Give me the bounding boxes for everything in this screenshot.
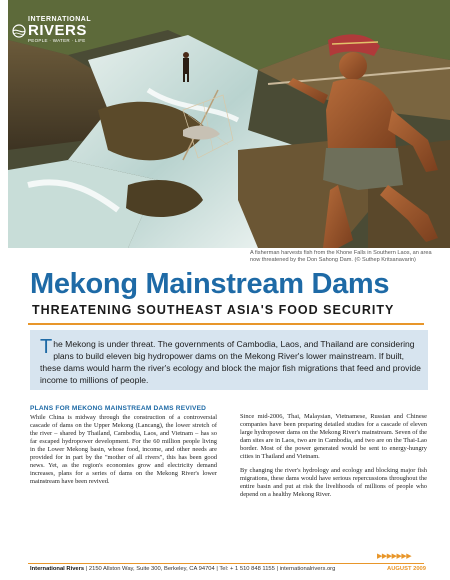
- footer: [30, 566, 426, 572]
- intro-text: he Mekong is under threat. The governments of Cambodia, Laos, and Thailand are considering plans to build eleven big hydropower dams on the Mekong River's lower mainstream. If built, these dams would harm the river's ecology and block the major fish migrations that feed and provide income to millions of people.: [40, 339, 421, 385]
- page-title: Mekong Mainstream Dams: [30, 268, 390, 300]
- right-column: [240, 413, 427, 505]
- footer-address: | 2150 Allston Way, Suite 300, Berkeley, CA 94704 | Tel: + 1 510 848 1155 | internationalrivers.org: [85, 566, 336, 572]
- drop-cap: T: [40, 336, 53, 358]
- arrow-decoration-icon: ▶▶▶▶▶▶▶: [377, 552, 412, 560]
- logo-line-1: INTERNATIONAL: [28, 16, 92, 23]
- page-subtitle: THREATENING SOUTHEAST ASIA'S FOOD SECURITY: [32, 303, 395, 317]
- left-column: [30, 405, 217, 492]
- right-column-para-2: By changing the river's hydrology and ecology and blocking major fish migrations, these dams would have serious repercussions throughout the entire basin and put at risk the livelihoods of millions of people who depend on a healthy Mekong River.: [240, 467, 427, 498]
- footer-org: International Rivers: [30, 566, 85, 572]
- section-heading: PLANS FOR MEKONG MAINSTREAM DAMS REVIVED: [30, 405, 207, 412]
- logo-line-2: RIVERS: [28, 22, 87, 39]
- globe-icon: [12, 24, 26, 38]
- title-divider: [28, 323, 424, 325]
- logo-tagline: PEOPLE · WATER · LIFE: [28, 38, 86, 43]
- international-rivers-logo: [14, 16, 91, 43]
- footer-divider: [28, 563, 424, 564]
- left-column-body: While China is midway through the construction of a controversial cascade of dams on the Upper Mekong (Lancang), the lower stretch of the river – shared by Thailand, Cambodia, Laos, and Vietnam – has so far escaped hydropower development. For the 60 million people living in the Lower Mekong basin, whose food, income, and other needs are provided for in part by the "mother of all rivers", this has been good news. Yet, as the region's economies grow and electricity demand increases, plans for a series of dams on the Mekong River's lower mainstream have been revived.: [30, 414, 217, 485]
- right-column-para-1: Since mid-2006, Thai, Malaysian, Vietnamese, Russian and Chinese companies have been preparing detailed studies for a cascade of eleven large hydropower dams on the Mekong River's mainstream. Seven of the dam sites are in Laos, two are in Cambodia, and two are on the Thai-Lao border. Most of the power generated would be sent to energy-hungry cities in Thailand and Vietnam.: [240, 413, 427, 460]
- footer-date: AUGUST 2009: [387, 566, 426, 572]
- intro-callout: [30, 330, 428, 390]
- intro-text-block: [40, 338, 422, 386]
- photo-caption: A fisherman harvests fish from the Khone Falls in Southern Laos, an area now threatened by the Don Sahong Dam. (© Suthep Kritsanavarin): [250, 250, 432, 263]
